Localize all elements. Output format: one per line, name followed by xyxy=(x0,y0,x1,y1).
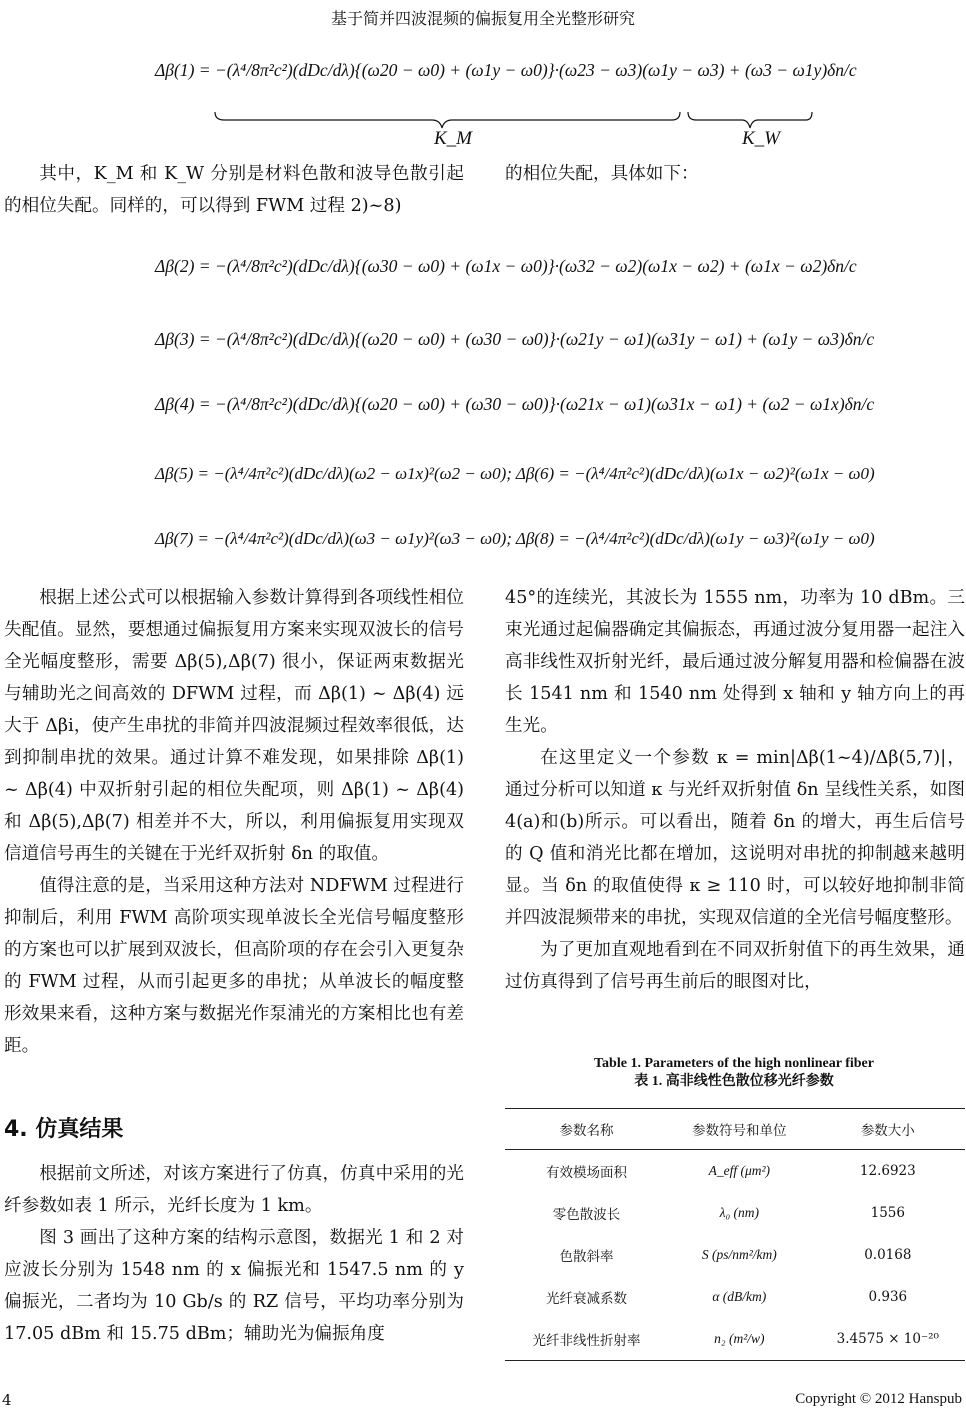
equation-7-8: Δβ(7) = −(λ⁴/4π²c²)(dDc/dλ)(ω3 − ω1y)²(ω3 − ω0); Δβ(8) = −(λ⁴/4π²c²)(dDc/dλ)(ω1y − ω3)²(ω1y − ω0) xyxy=(155,529,875,548)
paragraph: 根据前文所述，对该方案进行了仿真，仿真中采用的光纤参数如表 1 所示，光纤长度为 1 km。 xyxy=(4,1164,464,1216)
table-cell: S (ps/nm²/km) xyxy=(701,1247,777,1262)
right-column xyxy=(505,582,965,998)
table-header-row xyxy=(505,1109,965,1150)
table-caption-zh: 表 1. 高非线性色散位移光纤参数 xyxy=(634,1074,834,1089)
equation-5-6: Δβ(5) = −(λ⁴/4π²c²)(dDc/dλ)(ω2 − ω1x)²(ω2 − ω0); Δβ(6) = −(λ⁴/4π²c²)(dDc/dλ)(ω1x − ω2)²(ω1x − ω0) xyxy=(155,464,875,483)
table-cell: 12.6923 xyxy=(859,1163,916,1179)
table-cell: 3.4575 × 10⁻²⁰ xyxy=(811,1318,965,1361)
equation-1: Δβ(1) = −(λ⁴/8π²c²)(dDc/dλ){(ω20 − ω0) + (ω1y − ω0)}·(ω23 − ω3)(ω1y − ω3) + (ω3 − ω1y)δn/c xyxy=(155,60,857,80)
table-cell: λ₀ (nm) xyxy=(719,1205,760,1220)
running-header: 基于简并四波混频的偏振复用全光整形研究 xyxy=(330,9,635,28)
paragraph: 值得注意的是，当采用这种方法对 NDFWM 过程进行抑制后，利用 FWM 高阶项实现单波长全光信号幅度整形的方案也可以扩展到双波长，但高阶项的存在会引入更复杂的 FWM 过程，从而引起更多的串扰；从单波长的幅度整形效果来看，这种方案与数据光作泵浦光的方案相比也有差距。 xyxy=(4,876,464,1056)
equation-1-underbraces xyxy=(0,106,966,149)
left-column xyxy=(4,582,464,1062)
paragraph: 图 3 画出了这种方案的结构示意图，数据光 1 和 2 对应波长分别为 1548 nm 的 x 偏振光和 1547.5 nm 的 y 偏振光，二者均为 10 Gb/s 的 RZ 信号，平均功率分别为 17.05 dBm 和 15.75 dBm；辅助光为偏振角度 xyxy=(4,1228,464,1344)
paragraph: 在这里定义一个参数 κ = min|Δβ(1~4)/Δβ(5,7)|，通过分析可以知道 κ 与光纤双折射值 δn 呈线性关系，如图 4(a)和(b)所示。可以看出，随着 δn 的增大，再生后信号的 Q 值和消光比都在增加，这说明对串扰的抑制越来越明显。当 δn 的取值使得 κ ≥ 110 时，可以较好地抑制非简并四波混频带来的串扰，实现双信道的全光信号幅度整形。 xyxy=(505,748,965,928)
table-cell: 光纤衰减系数 xyxy=(546,1291,627,1307)
table-header: 参数名称 xyxy=(505,1109,668,1150)
parameters-table xyxy=(505,1108,965,1361)
left-column-lower xyxy=(4,1158,464,1350)
table-row xyxy=(505,1318,965,1361)
copyright: Copyright © 2012 Hanspub xyxy=(795,1391,962,1407)
table-cell: α (dB/km) xyxy=(712,1289,767,1304)
paragraph: 根据上述公式可以根据输入参数计算得到各项线性相位失配值。显然，要想通过偏振复用方案来实现双波长的信号全光幅度整形，需要 Δβ(5),Δβ(7) 很小，保证两束数据光与辅助光之间高效的 DFWM 过程，而 Δβ(1) ~ Δβ(4) 远大于 Δβi，使产生串扰的非简并四波混频过程效率很低，达到抑制串扰的效果。通过计算不难发现，如果排除 Δβ(1) ~ Δβ(4) 中双折射引起的相位失配项，则 Δβ(1) ~ Δβ(4) 和 Δβ(5),Δβ(7) 相差并不大，所以，利用偏振复用实现双信道信号再生的关键在于光纤双折射 δn 的取值。 xyxy=(4,588,464,864)
table-cell: 色散斜率 xyxy=(559,1249,614,1265)
table-row xyxy=(505,1234,965,1276)
table-cell: 零色散波长 xyxy=(552,1207,621,1223)
table-row xyxy=(505,1192,965,1234)
km-label: K_M xyxy=(434,128,472,149)
table-row xyxy=(505,1276,965,1318)
table-caption-en: Table 1. Parameters of the high nonlinear fiber xyxy=(594,1056,874,1071)
table-row xyxy=(505,1150,965,1193)
table-cell: n₂ (m²/w) xyxy=(668,1318,811,1361)
table-cell: 0.936 xyxy=(868,1289,908,1305)
paragraph: 为了更加直观地看到在不同双折射值下的再生效果，通过仿真得到了信号再生前后的眼图对比， xyxy=(505,940,965,992)
intro-left: 其中，K_M 和 K_W 分别是材料色散和波导色散引起的相位失配。同样的，可以得到 FWM 过程 2)~8) xyxy=(4,164,464,216)
page-number: 4 xyxy=(2,1391,12,1409)
table-cell: A_eff (μm²) xyxy=(708,1163,771,1178)
equation-4: Δβ(4) = −(λ⁴/8π²c²)(dDc/dλ){(ω20 − ω0) + (ω30 − ω0)}·(ω21x − ω1)(ω31x − ω1) + (ω2 − ω1x)δn/c xyxy=(155,394,875,414)
intro-right: 的相位失配，具体如下： xyxy=(505,164,699,184)
kw-label: K_W xyxy=(742,128,780,149)
equation-2: Δβ(2) = −(λ⁴/8π²c²)(dDc/dλ){(ω30 − ω0) + (ω1x − ω0)}·(ω32 − ω2)(ω1x − ω2) + (ω1x − ω2)δn/c xyxy=(155,256,857,276)
table-cell: 有效模场面积 xyxy=(546,1165,627,1181)
section-heading: 4. 仿真结果 xyxy=(4,1117,124,1142)
paragraph: 45°的连续光，其波长为 1555 nm，功率为 10 dBm。三束光通过起偏器确定其偏振态，再通过波分复用器一起注入高非线性双折射光纤，最后通过波分解复用器和检偏器在波长 1541 nm 和 1540 nm 处得到 x 轴和 y 轴方向上的再生光。 xyxy=(505,588,965,736)
table-cell: 0.0168 xyxy=(864,1247,912,1263)
table-cell: 光纤非线性折射率 xyxy=(505,1318,668,1361)
table-header: 参数大小 xyxy=(811,1109,965,1150)
equation-3: Δβ(3) = −(λ⁴/8π²c²)(dDc/dλ){(ω20 − ω0) + (ω30 − ω0)}·(ω21y − ω1)(ω31y − ω1) + (ω1y − ω3)δn/c xyxy=(155,329,875,349)
table-cell: 1556 xyxy=(870,1205,905,1221)
table-header: 参数符号和单位 xyxy=(668,1109,811,1150)
